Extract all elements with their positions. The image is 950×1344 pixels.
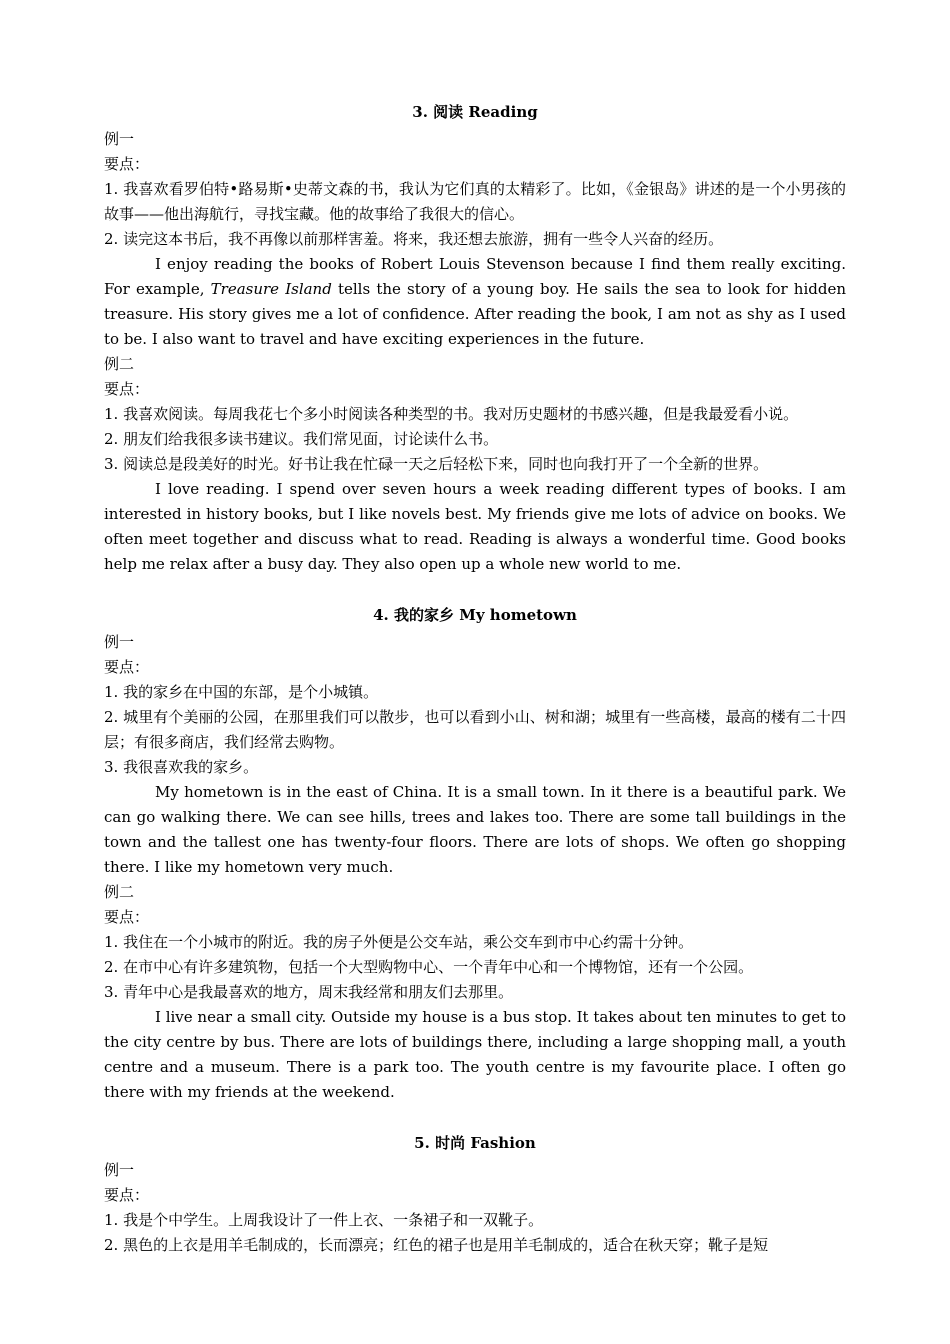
point-item: 2. 读完这本书后，我不再像以前那样害羞。将来，我还想去旅游，拥有一些令人兴奋的经历。 [104,230,724,248]
point-item: 1. 我喜欢阅读。每周我花七个多小时阅读各种类型的书。我对历史题材的书感兴趣，但是我最爱看小说。 [104,405,799,423]
section-title-hometown: 4. 我的家乡 My hometown [373,606,577,624]
point-item: 3. 阅读总是段美好的时光。好书让我在忙碌一天之后轻松下来，同时也向我打开了一个全新的世界。 [104,455,769,473]
example-label: 例一 [104,1161,135,1179]
point-item: 2. 城里有个美丽的公园，在那里我们可以散步，也可以看到小山、树和湖；城里有一些高楼，最高的楼有二十四层；有很多商店，我们经常去购物。 [104,708,846,751]
points-label: 要点： [104,658,150,676]
point-item: 3. 我很喜欢我的家乡。 [104,758,259,776]
book-title: Treasure Island [210,280,332,298]
essay-paragraph: I love reading. I spend over seven hours a week reading different types of books. I am interested in history books, but I like novels best. My friends give me lots of advice on books. We often meet together and discuss what to read. Reading is always a wonderful time. Good books help me relax after a busy day. They also open up a whole new world to me. [104,480,846,573]
points-label: 要点： [104,155,150,173]
point-item: 2. 朋友们给我很多读书建议。我们常见面，讨论读什么书。 [104,430,499,448]
example-label: 例一 [104,130,135,148]
document-page [104,98,846,1258]
example-label: 例二 [104,883,135,901]
point-item: 2. 在市中心有许多建筑物，包括一个大型购物中心、一个青年中心和一个博物馆，还有一个公园。 [104,958,754,976]
points-label: 要点： [104,1186,150,1204]
point-item: 1. 我住在一个小城市的附近。我的房子外便是公交车站，乘公交车到市中心约需十分钟。 [104,933,694,951]
essay-paragraph: My hometown is in the east of China. It is a small town. In it there is a beautiful park. We can go walking there. We can see hills, trees and lakes too. There are some tall buildings in the town and the tallest one has twenty-four floors. There are lots of shops. We often go shopping there. I like my hometown very much. [104,783,846,876]
points-label: 要点： [104,380,150,398]
section-title-fashion: 5. 时尚 Fashion [414,1134,536,1152]
example-label: 例二 [104,355,135,373]
points-label: 要点： [104,908,150,926]
point-item: 1. 我是个中学生。上周我设计了一件上衣、一条裙子和一双靴子。 [104,1211,544,1229]
point-item: 3. 青年中心是我最喜欢的地方，周末我经常和朋友们去那里。 [104,983,514,1001]
point-item: 1. 我的家乡在中国的东部，是个小城镇。 [104,683,379,701]
example-label: 例一 [104,633,135,651]
essay-paragraph: I live near a small city. Outside my house is a bus stop. It takes about ten minutes to get to the city centre by bus. There are lots of buildings there, including a large shopping mall, a youth centre and a museum. There is a park too. The youth centre is my favourite place. I often go there with my friends at the weekend. [104,1008,846,1101]
essay-paragraph: I enjoy reading the books of Robert Louis Stevenson because I find them really exciting. For example, Treasure Island tells the story of a young boy. He sails the sea to look for hidden treasure. His story gives me a lot of confidence. After reading the book, I am not as shy as I used to be. I also want to travel and have exciting experiences in the future. [104,255,846,348]
section-title-reading: 3. 阅读 Reading [412,103,538,121]
point-item: 2. 黑色的上衣是用羊毛制成的，长而漂亮；红色的裙子也是用羊毛制成的，适合在秋天穿；靴子是短 [104,1236,769,1254]
point-item: 1. 我喜欢看罗伯特•路易斯•史蒂文森的书，我认为它们真的太精彩了。比如，《金银岛》讲述的是一个小男孩的故事——他出海航行，寻找宝藏。他的故事给了我很大的信心。 [104,180,846,223]
